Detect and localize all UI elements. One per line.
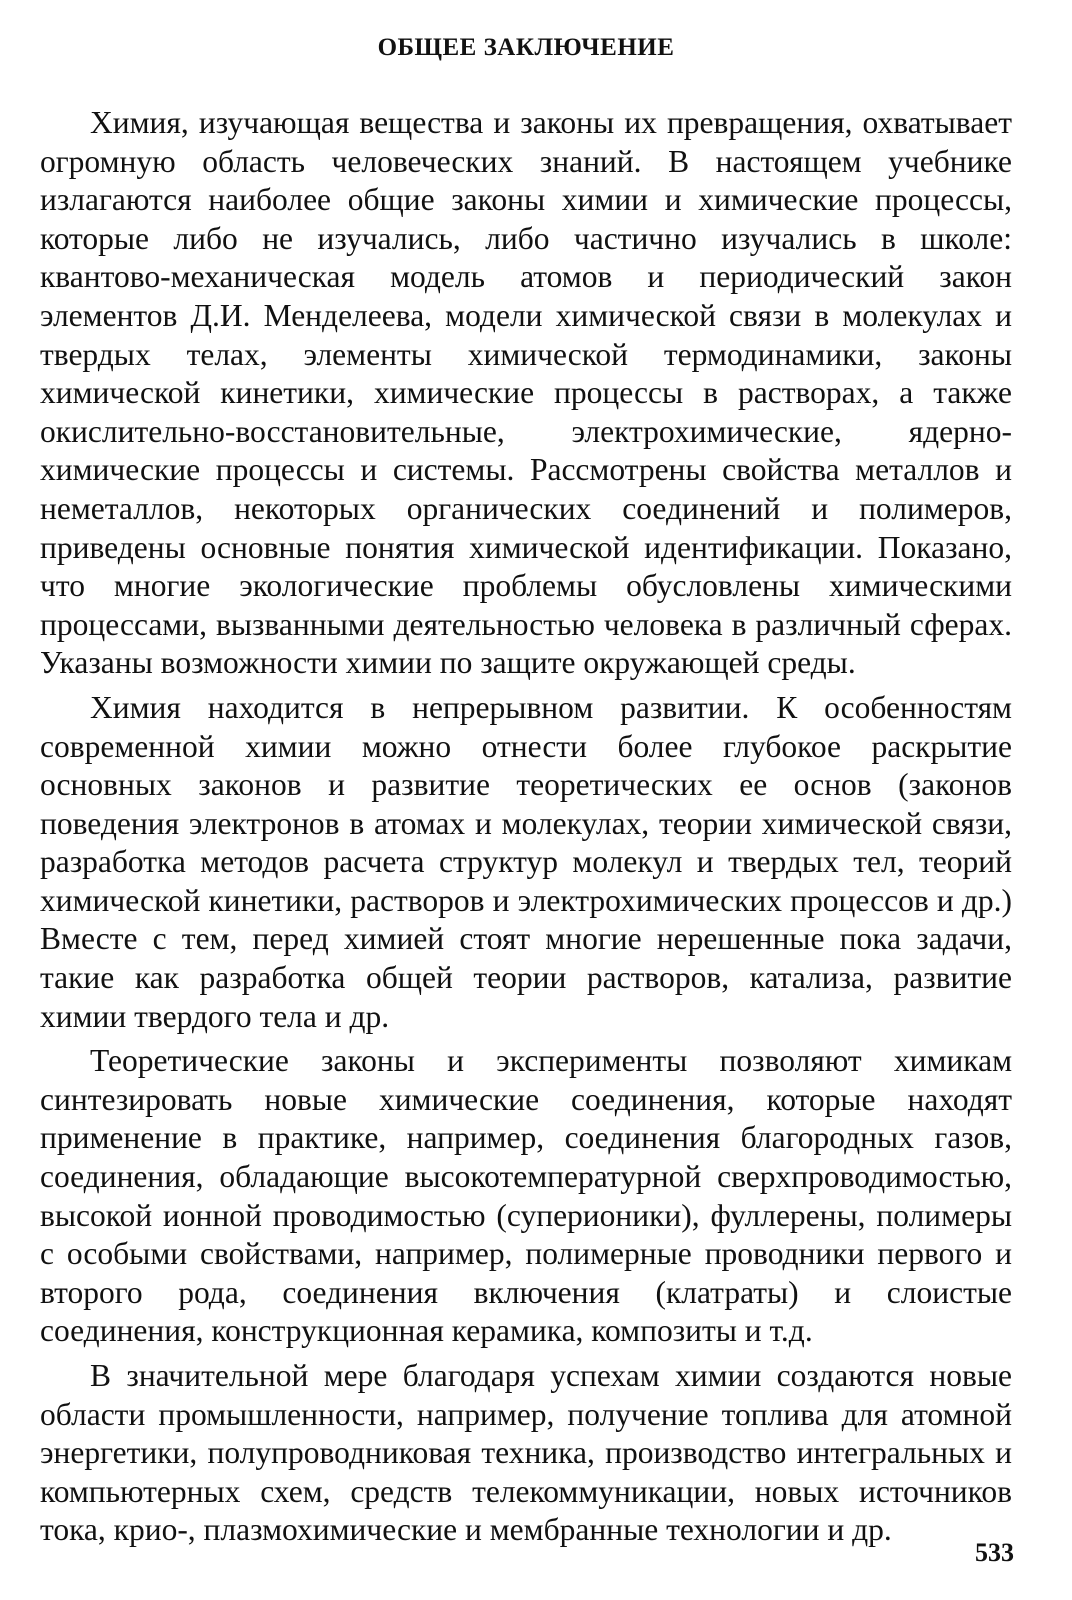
paragraph-4: В значительной мере благодаря успехам химии создаются новые области промышленности, например, получение топлива для атомной энергетики, полупроводниковая техника, производство интегральных и компьютерных схем, средств телекоммуникации, новых источников тока, крио-, плазмохимические и мембранные технологии и др.: [40, 1358, 1012, 1548]
page-title: ОБЩЕЕ ЗАКЛЮЧЕНИЕ: [377, 34, 675, 61]
paragraph-1: Химия, изучающая вещества и законы их превращения, охватывает огромную область человеческих знаний. В настоящем учебнике излагаются наиболее общие законы химии и химические процессы, которые либо не изучались, либо частично изучались в школе: квантово-механическая модель атомов и периодический закон элементов Д.И. Менделеева, модели химической связи в молекулах и твердых телах, элементы химической термодинамики, законы химической кинетики, химические процессы в растворах, а также окислительно-восстановительные, электрохимические, ядерно-химические процессы и системы. Рассмотрены свойства металлов и неметаллов, некоторых органических соединений и полимеров, приведены основные понятия химической идентификации. Показано, что многие экологические проблемы обусловлены химическими процессами, вызванными деятельностью человека в различный сферах. Указаны возможности химии по защите окружающей среды.: [40, 105, 1012, 681]
page-content: [40, 30, 1012, 1556]
page-number: 533: [975, 1538, 1014, 1567]
paragraph-2: Химия находится в непрерывном развитии. К особенностям современной химии можно отнести более глубокое раскрытие основных законов и развитие теоретических ее основ (законов поведения электронов в атомах и молекулах, теории химической связи, разработка методов расчета структур молекул и твердых тел, теорий химической кинетики, растворов и электрохимических процессов и др.) Вместе с тем, перед химией стоят многие нерешенные пока задачи, такие как разработка общей теории растворов, катализа, развитие химии твердого тела и др.: [40, 689, 1012, 1034]
paragraph-3: Теоретические законы и эксперименты позволяют химикам синтезировать новые химические соединения, которые находят применение в практике, например, соединения благородных газов, соединения, обладающие высокотемпературной сверхпроводимостью, высокой ионной проводимостью (суперионики), фуллерены, полимеры с особыми свойствами, например, полимерные проводники первого и второго рода, соединения включения (клатраты) и слоистые соединения, конструкционная керамика, композиты и т.д.: [40, 1043, 1012, 1349]
